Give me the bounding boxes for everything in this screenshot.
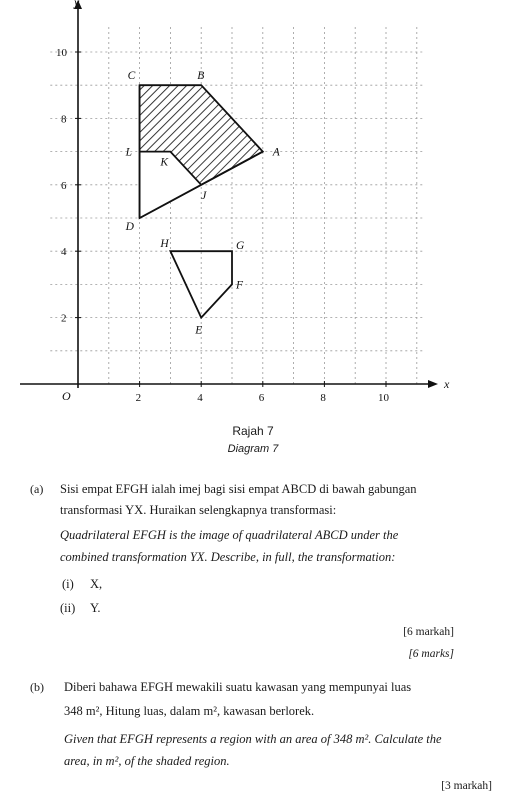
point-label-h: H [160,238,169,251]
point-label-a: A [272,146,280,159]
point-label-j: J [201,189,207,202]
point-label-e: E [195,324,203,337]
part-a-ii-label: (ii) [60,601,76,615]
diagram-caption-malay: Rajah 7 [232,424,274,438]
x-axis-label: x [444,377,450,391]
part-a-i-text: X, [90,577,103,591]
x-tick-label: 6 [258,392,265,404]
x-tick-label: 2 [135,392,142,404]
x-tick-label: 10 [378,392,389,404]
point-labels [56,0,450,404]
part-a-label: (a) [30,482,44,496]
y-tick-label: 4 [61,246,67,259]
part-b-label: (b) [30,680,44,694]
diagram-caption-english: Diagram 7 [227,443,279,455]
point-label-c: C [127,70,136,83]
part-b-marks-malay: [3 markah] [441,780,492,792]
point-label-l: L [125,146,133,159]
y-tick-label: 10 [56,47,67,59]
grid-lines [50,25,423,384]
part-a-malay-line2: transformasi YX. Huraikan selengkapnya transformasi: [60,503,337,517]
part-a-english-line2: combined transformation YX. Describe, in full, the transformation: [60,550,396,564]
part-a-english-line1: Quadrilateral EFGH is the image of quadrilateral ABCD under the [60,528,399,542]
point-label-k: K [160,156,169,169]
part-a-ii-text: Y. [90,601,101,615]
y-tick-label: 8 [61,113,67,126]
part-a-marks-malay: [6 markah] [403,626,454,638]
origin-label: O [62,389,71,403]
x-tick-label: 4 [197,392,203,404]
x-tick-label: 8 [320,392,326,404]
point-label-b: B [197,70,205,83]
y-tick-label: 6 [61,179,67,192]
part-b-malay-line1: Diberi bahawa EFGH mewakili suatu kawasan yang mempunyai luas [64,680,412,694]
part-b-english-line2: area, in m², of the shaded region. [64,754,230,768]
part-b-english-line1: Given that EFGH represents a region with an area of 348 m². Calculate the [64,732,442,746]
point-label-d: D [125,221,134,233]
axes [20,0,438,388]
point-label-g: G [236,240,245,253]
part-a-marks-english: [6 marks] [408,648,454,660]
part-a-malay-line1: Sisi empat EFGH ialah imej bagi sisi empat ABCD di bawah gabungan [60,482,417,496]
point-label-f: F [236,279,244,292]
part-a-i-label: (i) [62,577,74,591]
part-b-malay-line2: 348 m², Hitung luas, dalam m², kawasan berlorek. [64,704,315,718]
x-axis-arrow [428,380,438,388]
y-axis-label: y [74,0,80,9]
y-tick-label: 2 [61,312,67,325]
